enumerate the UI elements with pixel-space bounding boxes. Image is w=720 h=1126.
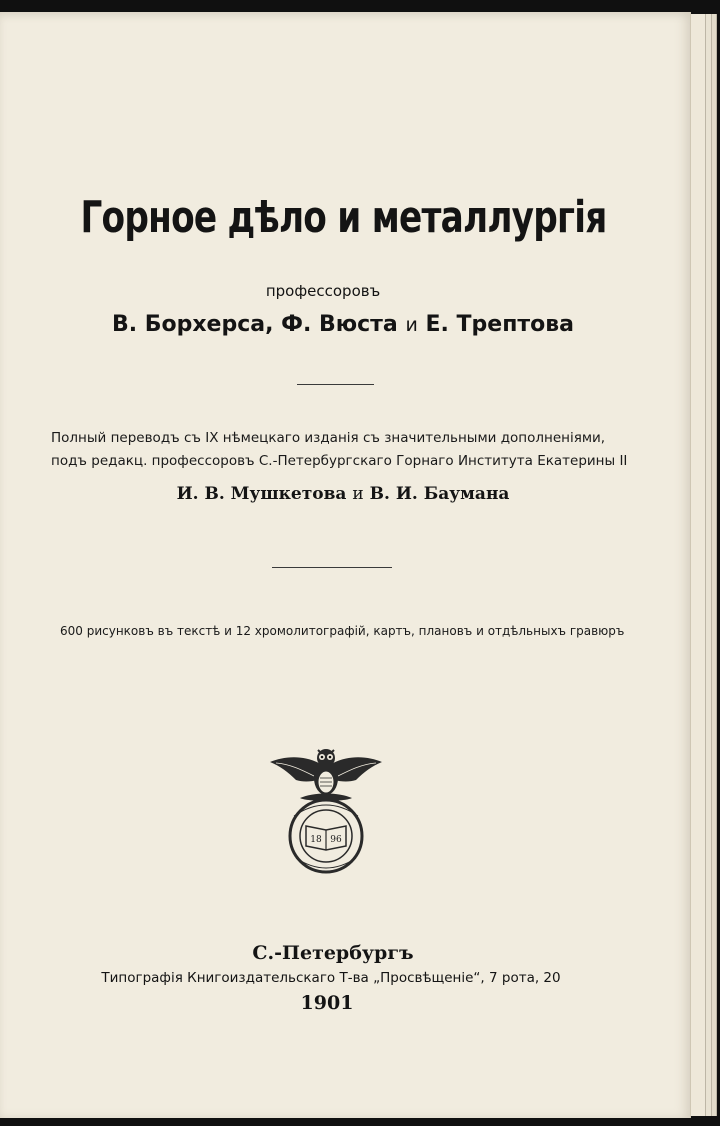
title-page xyxy=(0,12,691,1118)
divider-rule xyxy=(297,384,374,385)
svg-text:96: 96 xyxy=(330,835,342,845)
authors-line xyxy=(0,312,688,337)
imprint-year: 1901 xyxy=(300,992,354,1014)
imprint-printer: Типографія Книгоиздательскаго Т-ва „Просвѣщеніе“, 7 рота, 20 xyxy=(101,970,561,986)
editors-part1: И. В. Мушкетова xyxy=(176,484,347,504)
imprint-city: С.-Петербургъ xyxy=(252,942,414,964)
owl-book-emblem-icon xyxy=(266,746,386,876)
editors-part2: В. И. Баумана xyxy=(369,484,510,504)
translation-note-line1: Полный переводъ съ IX нѣмецкаго изданія съ значительными дополненіями, xyxy=(51,430,606,446)
translation-note-line2: подъ редакц. профессоровъ С.-Петербургскаго Горнаго Института Екатерины II xyxy=(51,453,628,469)
divider-rule xyxy=(272,567,392,568)
authors-and: и xyxy=(405,314,418,336)
book-title: Горное дѣло и металлургія xyxy=(80,192,607,243)
authors-part2: Е. Трептова xyxy=(425,312,575,337)
editors-line xyxy=(0,484,688,504)
svg-text:18: 18 xyxy=(310,835,322,845)
authors-part1: В. Борхерса, Ф. Вюста xyxy=(111,312,398,337)
professors-label: профессоровъ xyxy=(265,282,381,300)
illustrations-note: 600 рисунковъ въ текстѣ и 12 хромолитографій, картъ, плановъ и отдѣльныхъ гравюръ xyxy=(60,624,625,638)
editors-and: и xyxy=(352,484,364,504)
